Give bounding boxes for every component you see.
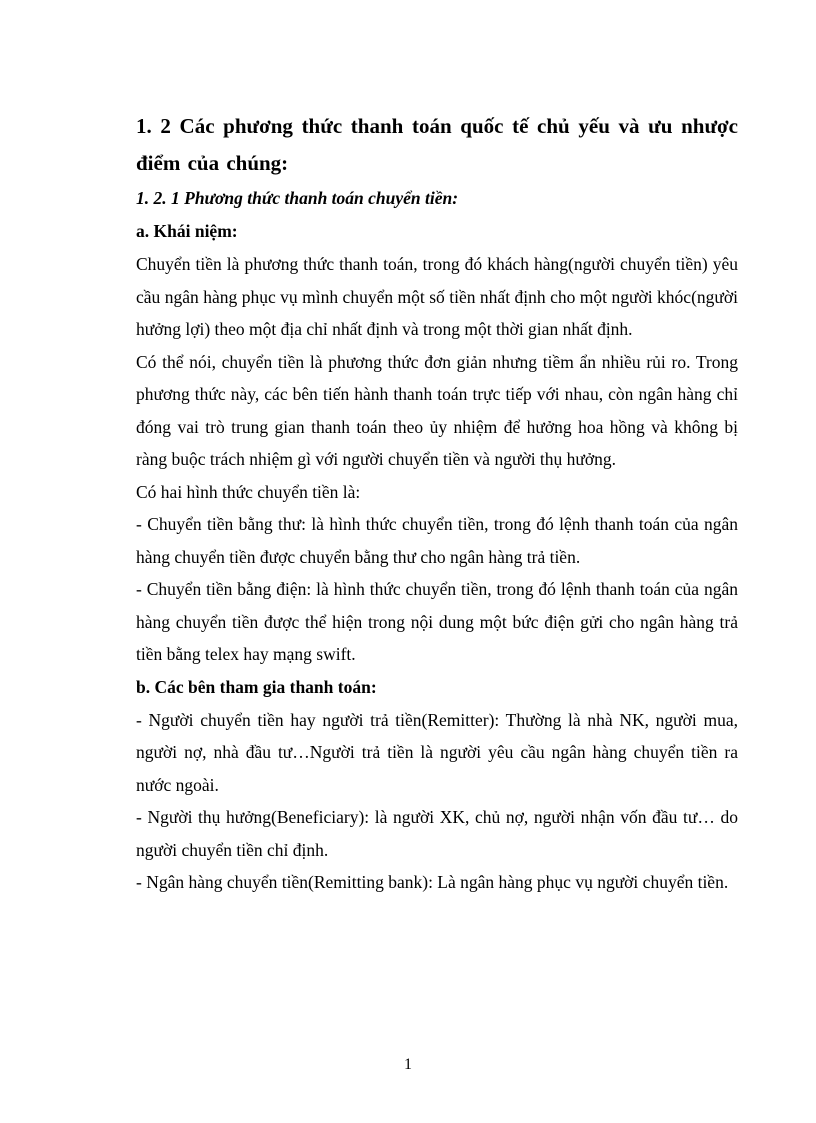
paragraph-telegraphic-transfer: - Chuyển tiền bằng điện: là hình thức chuyển tiền, trong đó lệnh thanh toán của ngân hàng chuyển tiền được thể hiện trong nội dung một bức điện gửi cho ngân hàng trả tiền bằng telex hay mạng swift. — [136, 579, 738, 664]
paragraph-forms-intro: Có hai hình thức chuyển tiền là: — [136, 481, 361, 502]
paragraph-beneficiary: - Người thụ hưởng(Beneficiary): là người XK, chủ nợ, người nhận vốn đầu tư… do người chuyển tiền chỉ định. — [136, 807, 738, 860]
paragraph-remitter: - Người chuyển tiền hay người trả tiền(Remitter): Thường là nhà NK, người mua, người nợ, nhà đầu tư…Người trả tiền là người yêu cầu ngân hàng chuyển tiền ra nước ngoài. — [136, 709, 738, 795]
paragraph-risk: Có thể nói, chuyển tiền là phương thức đơn giản nhưng tiềm ẩn nhiều rủi ro. Trong phương thức này, các bên tiến hành thanh toán trực tiếp với nhau, còn ngân hàng chỉ đóng vai trò trung gian thanh toán theo ủy nhiệm để hưởng hoa hồng và không bị ràng buộc trách nhiệm gì với người chuyển tiền và người thụ hưởng. — [136, 351, 738, 469]
page-number: 1 — [404, 1056, 412, 1073]
paragraph-mail-transfer: - Chuyển tiền bằng thư: là hình thức chuyển tiền, trong đó lệnh thanh toán của ngân hàng chuyển tiền được chuyển bằng thư cho ngân hàng trả tiền. — [136, 514, 738, 567]
part-a-heading: a. Khái niệm: — [136, 221, 238, 241]
part-b-heading: b. Các bên tham gia thanh toán: — [136, 676, 377, 697]
paragraph-definition: Chuyển tiền là phương thức thanh toán, trong đó khách hàng(người chuyển tiền) yêu cầu ngân hàng phục vụ mình chuyển một số tiền nhất định cho một người khóc(người hưởng lợi) theo một địa chỉ nhất định và trong một thời gian nhất định. — [136, 254, 738, 339]
paragraph-remitting-bank: - Ngân hàng chuyển tiền(Remitting bank): Là ngân hàng phục vụ người chuyển tiền. — [136, 872, 729, 892]
document-page — [136, 108, 738, 899]
subsection-title: 1. 2. 1 Phương thức thanh toán chuyển tiền: — [136, 188, 459, 208]
section-title: 1. 2 Các phương thức thanh toán quốc tế chủ yếu và ưu nhược điểm của chúng: — [136, 114, 738, 175]
